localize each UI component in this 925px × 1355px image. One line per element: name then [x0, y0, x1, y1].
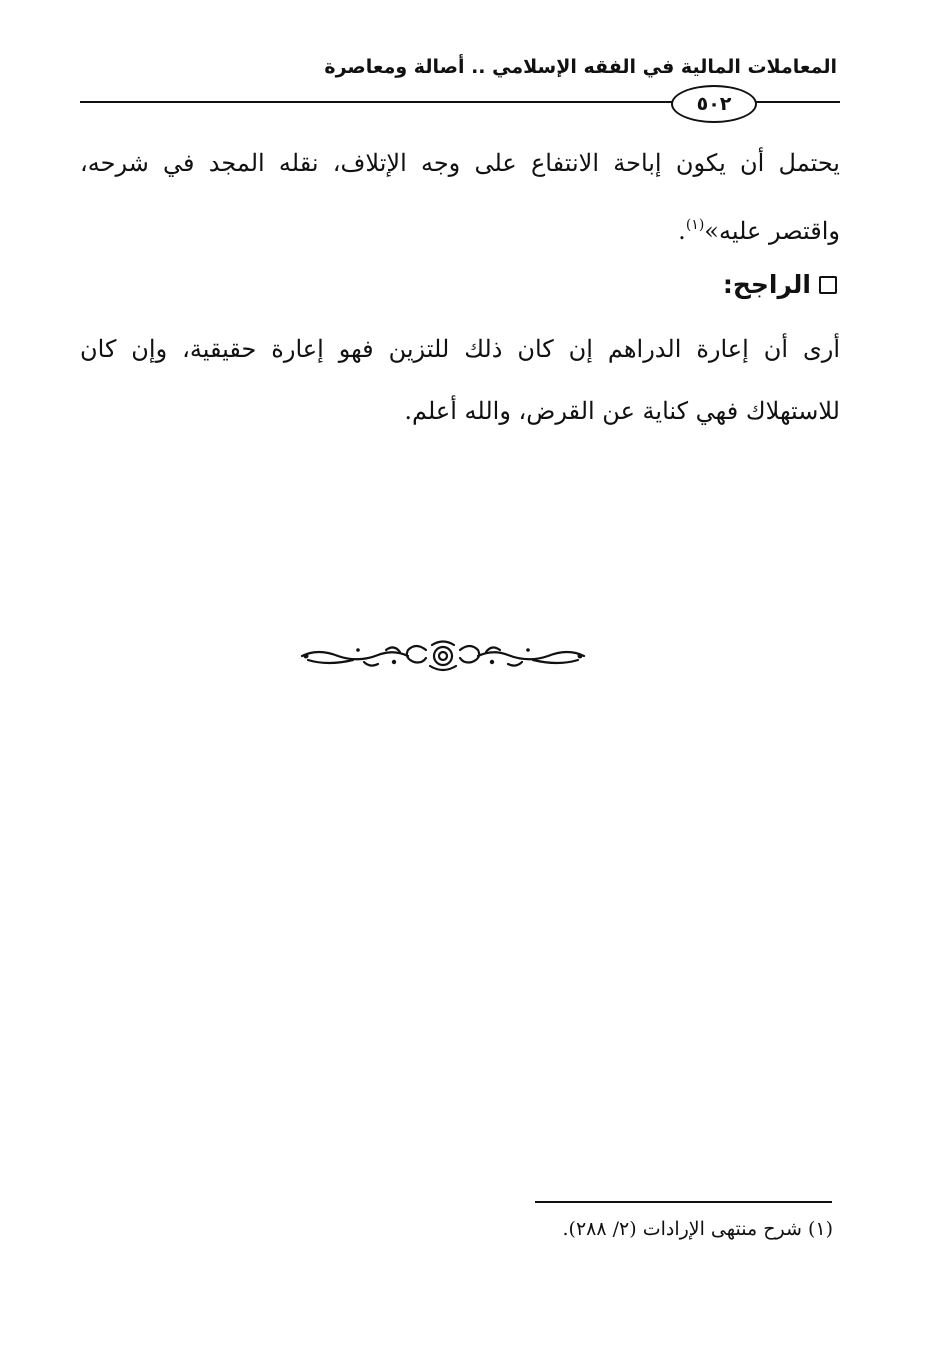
paragraph-1-end: .: [678, 217, 686, 245]
footnote-text: شرح منتهى الإرادات (٢/ ٢٨٨).: [562, 1218, 802, 1240]
body-paragraph-2: أرى أن إعارة الدراهم إن كان ذلك للتزين فهو إعارة حقيقية، وإن كان للاستهلاك فهي كناية عن القرض، والله أعلم.: [80, 335, 840, 425]
square-bullet-icon: [819, 276, 837, 294]
running-header-title: المعاملات المالية في الفقه الإسلامي .. أصالة ومعاصرة: [324, 56, 837, 78]
page-number-badge: [671, 85, 757, 123]
footnote-reference[interactable]: (١): [685, 217, 705, 233]
footnote-1: [563, 1218, 834, 1240]
section-heading-text: الراجح:: [722, 270, 811, 299]
section-heading: [723, 270, 837, 299]
body-paragraph-1: [80, 132, 840, 262]
page-number: ٥٠٢: [696, 93, 732, 115]
paragraph-1-text: يحتمل أن يكون إباحة الانتفاع على وجه الإتلاف، نقله المجد في شرحه، واقتصر عليه»: [80, 149, 840, 245]
floral-divider-icon: [298, 636, 588, 676]
footnote-rule: [535, 1201, 832, 1203]
footnote-marker: (١): [807, 1218, 833, 1240]
